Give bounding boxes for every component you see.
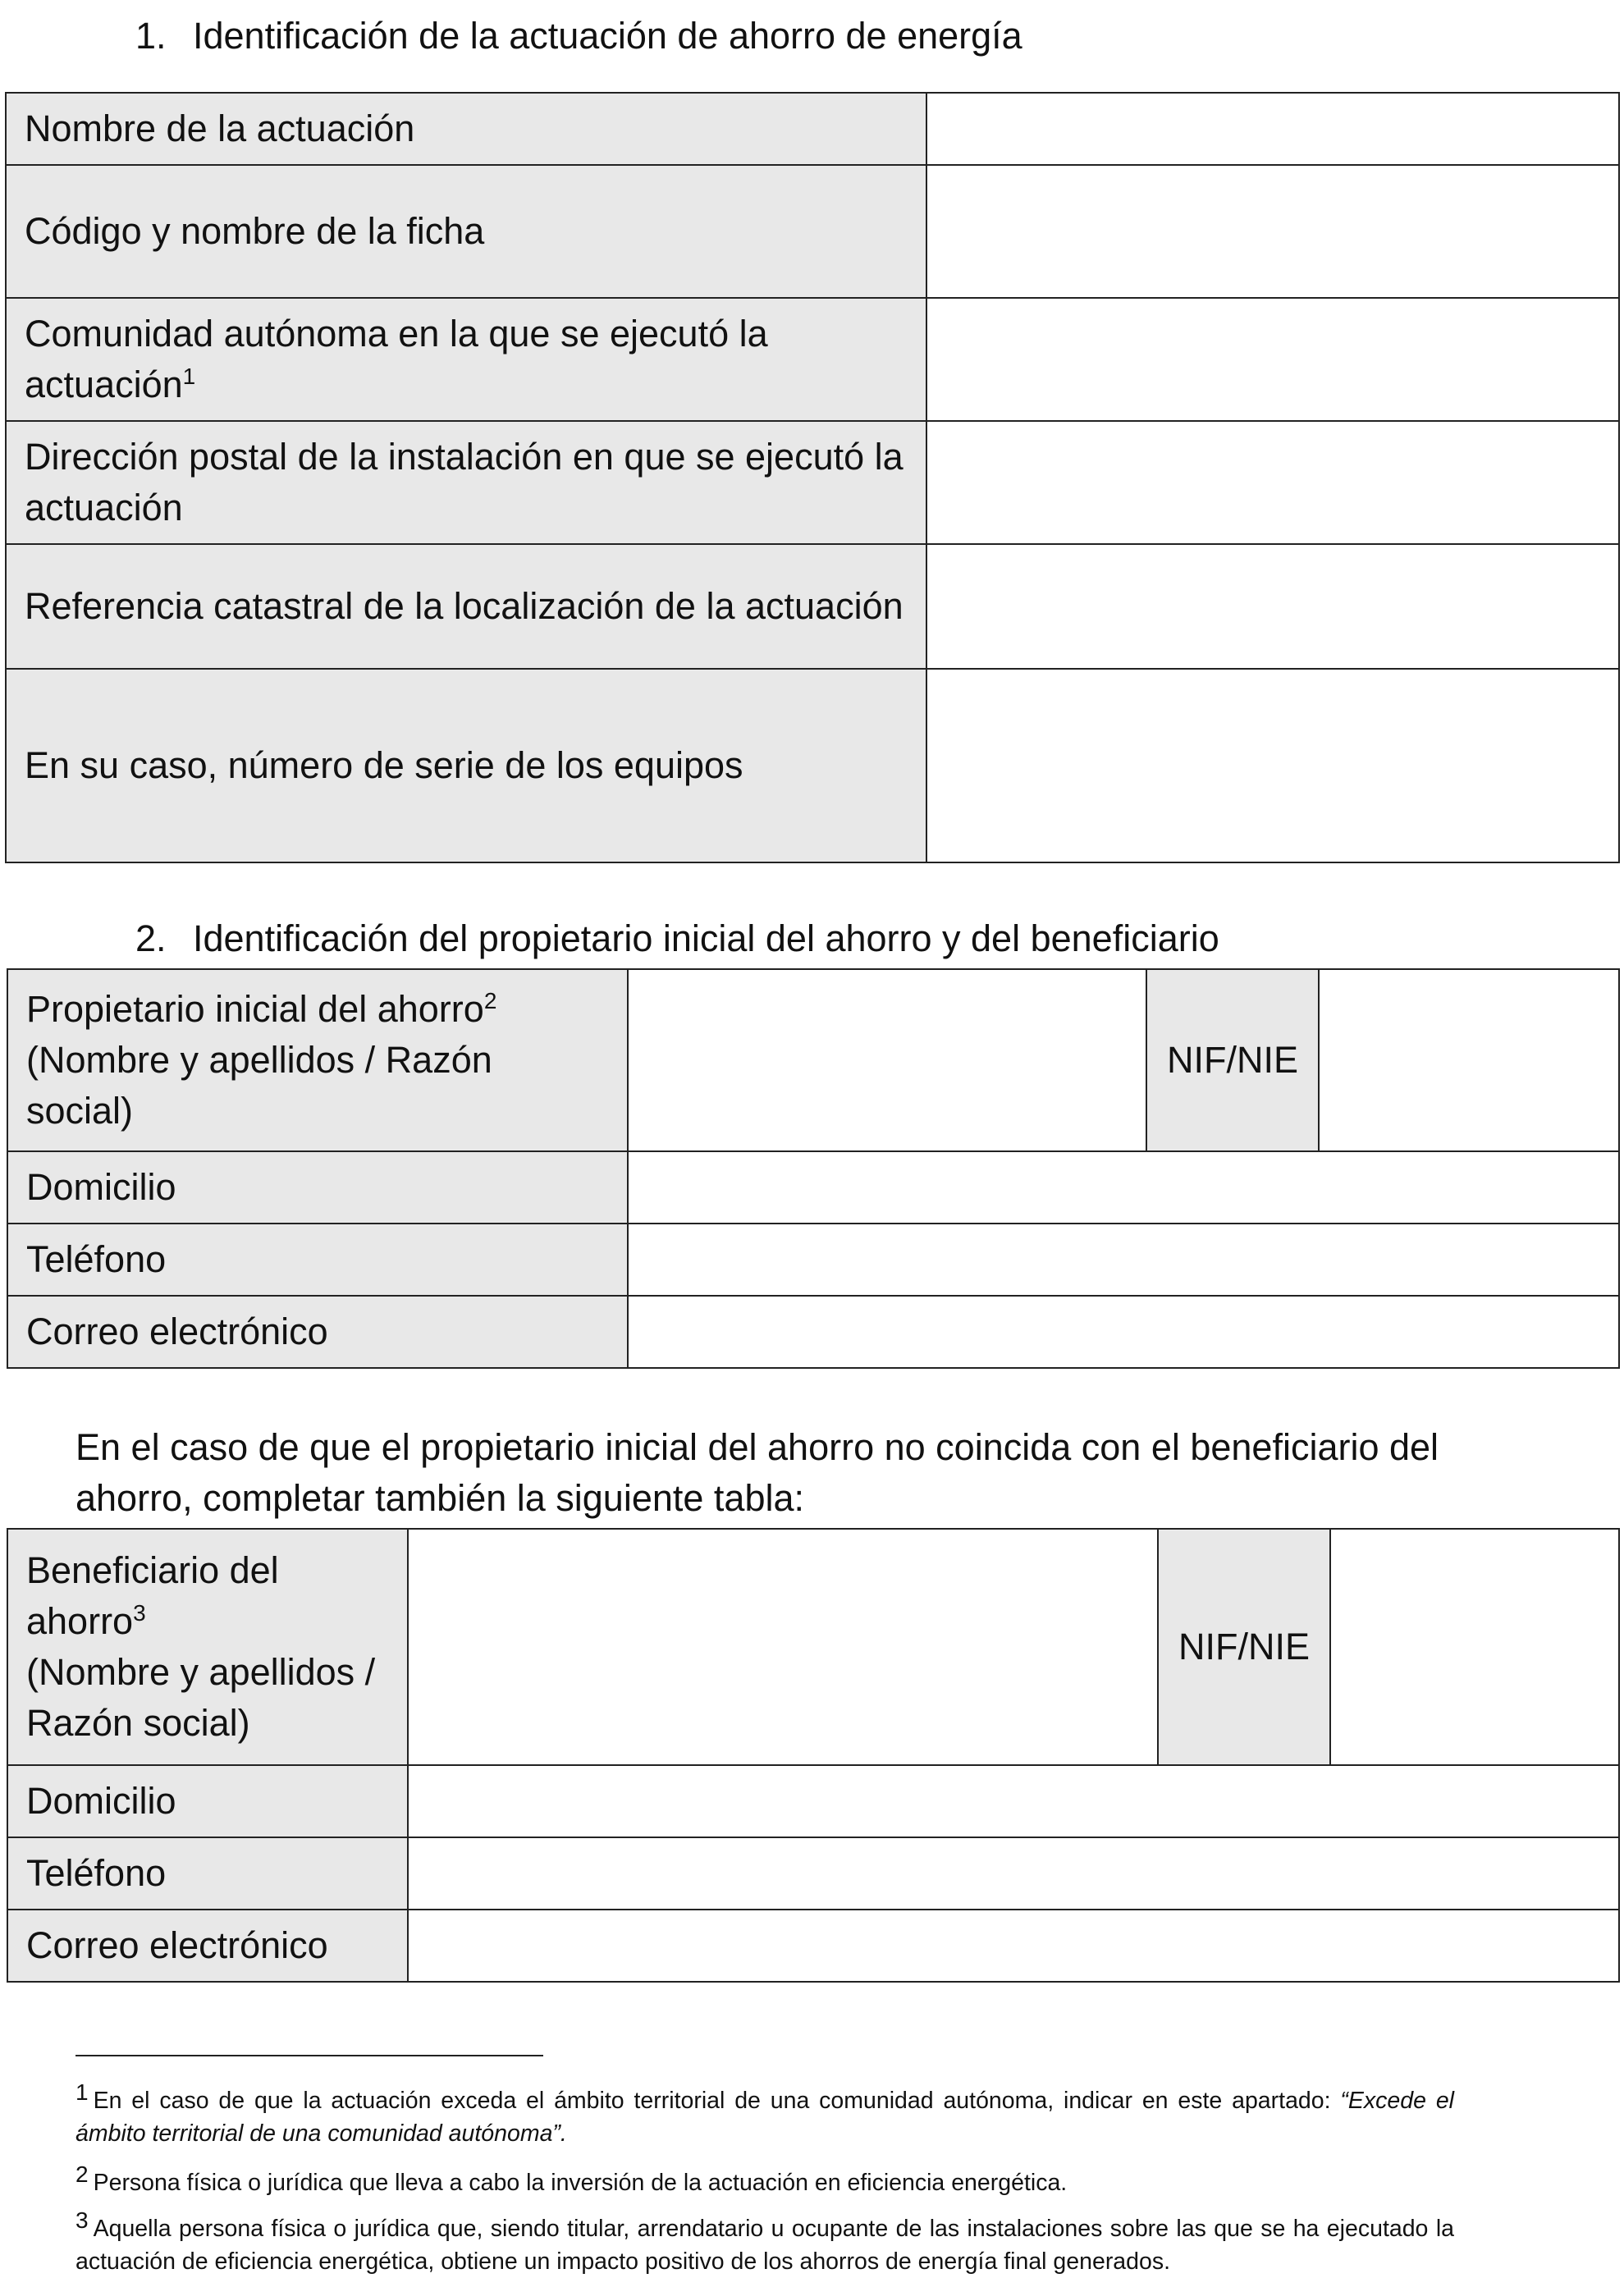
owner-name-label: Propietario inicial del ahorro$^2$ (Nombre y apellidos / Razón social) [7, 969, 628, 1151]
serial-number-label: En su caso, número de serie de los equipos [6, 669, 926, 862]
owner-table [7, 968, 1620, 1369]
postal-address-label: Dirección postal de la instalación en que se ejecutó la actuación [6, 421, 926, 544]
cadastral-reference-label: Referencia catastral de la localización de la actuación [6, 544, 926, 669]
cadastral-reference-field[interactable] [926, 544, 1619, 669]
footnote-1-number: 1 [75, 2079, 89, 2105]
footnote-2-number: 2 [75, 2161, 89, 2187]
autonomous-community-field[interactable] [926, 298, 1619, 421]
serial-number-field[interactable] [926, 669, 1619, 862]
section-1-title: Identificación de la actuación de ahorro de energía [193, 15, 1022, 57]
section-1-number: 1. [135, 15, 167, 57]
beneficiary-nif-label: NIF/NIE [1158, 1529, 1330, 1765]
owner-nif-label: NIF/NIE [1146, 969, 1319, 1151]
owner-nif-field[interactable] [1319, 969, 1619, 1151]
footnote-ref-3: 3 [133, 1600, 146, 1626]
autonomous-community-label: Comunidad autónoma en la que se ejecutó la actuación$^1$ [6, 298, 926, 421]
beneficiary-note: En el caso de que el propietario inicial del ahorro no coincida con el beneficiario del ahorro, completar también la siguiente tabla: [75, 1426, 1439, 1519]
owner-name-field[interactable] [628, 969, 1146, 1151]
footnote-2: 2 Persona física o jurídica que lleva a cabo la inversión de la actuación en eficiencia energética. [75, 2161, 1068, 2196]
owner-phone-label: Teléfono [7, 1224, 628, 1296]
section-1-heading [135, 13, 1022, 59]
beneficiary-address-field[interactable] [408, 1765, 1619, 1837]
footnote-ref-2: 2 [483, 988, 497, 1013]
footnote-3: 3 Aquella persona física o jurídica que, siendo titular, arrendatario u ocupante de las instalaciones sobre las que se ha ejecutado la actuación de eficiencia energética, obtiene un impacto positivo de los ahorros de energía final generados. [75, 2207, 1454, 2275]
beneficiary-table [7, 1528, 1620, 1983]
beneficiary-phone-label: Teléfono [7, 1837, 408, 1910]
section-2-number: 2. [135, 917, 167, 959]
action-name-field[interactable] [926, 93, 1619, 165]
beneficiary-nif-field[interactable] [1330, 1529, 1619, 1765]
owner-address-label: Domicilio [7, 1151, 628, 1224]
sheet-code-label: Código y nombre de la ficha [6, 165, 926, 298]
footnote-ref-1: 1 [182, 364, 196, 389]
footnote-separator [75, 2055, 543, 2056]
beneficiary-name-label: Beneficiario del ahorro$^3$ (Nombre y apellidos / Razón social) [7, 1529, 408, 1765]
beneficiary-name-field[interactable] [408, 1529, 1158, 1765]
beneficiary-email-field[interactable] [408, 1910, 1619, 1982]
beneficiary-phone-field[interactable] [408, 1837, 1619, 1910]
beneficiary-address-label: Domicilio [7, 1765, 408, 1837]
section-2-heading [135, 916, 1219, 962]
owner-phone-field[interactable] [628, 1224, 1619, 1296]
action-identification-table [5, 92, 1620, 863]
footnote-3-number: 3 [75, 2207, 89, 2233]
action-name-label: Nombre de la actuación [6, 93, 926, 165]
section-2-title: Identificación del propietario inicial del ahorro y del beneficiario [193, 917, 1219, 959]
postal-address-field[interactable] [926, 421, 1619, 544]
footnote-1-italic: “Excede el ámbito territorial de una comunidad autónoma”. [75, 2088, 1455, 2147]
owner-email-label: Correo electrónico [7, 1296, 628, 1368]
sheet-code-field[interactable] [926, 165, 1619, 298]
beneficiary-email-label: Correo electrónico [7, 1910, 408, 1982]
owner-email-field[interactable] [628, 1296, 1619, 1368]
footnote-1: 1 En el caso de que la actuación exceda el ámbito territorial de una comunidad autónoma, indicar en este apartado: “Excede el ámbito territorial de una comunidad autónoma”. [75, 2079, 1455, 2147]
owner-address-field[interactable] [628, 1151, 1619, 1224]
